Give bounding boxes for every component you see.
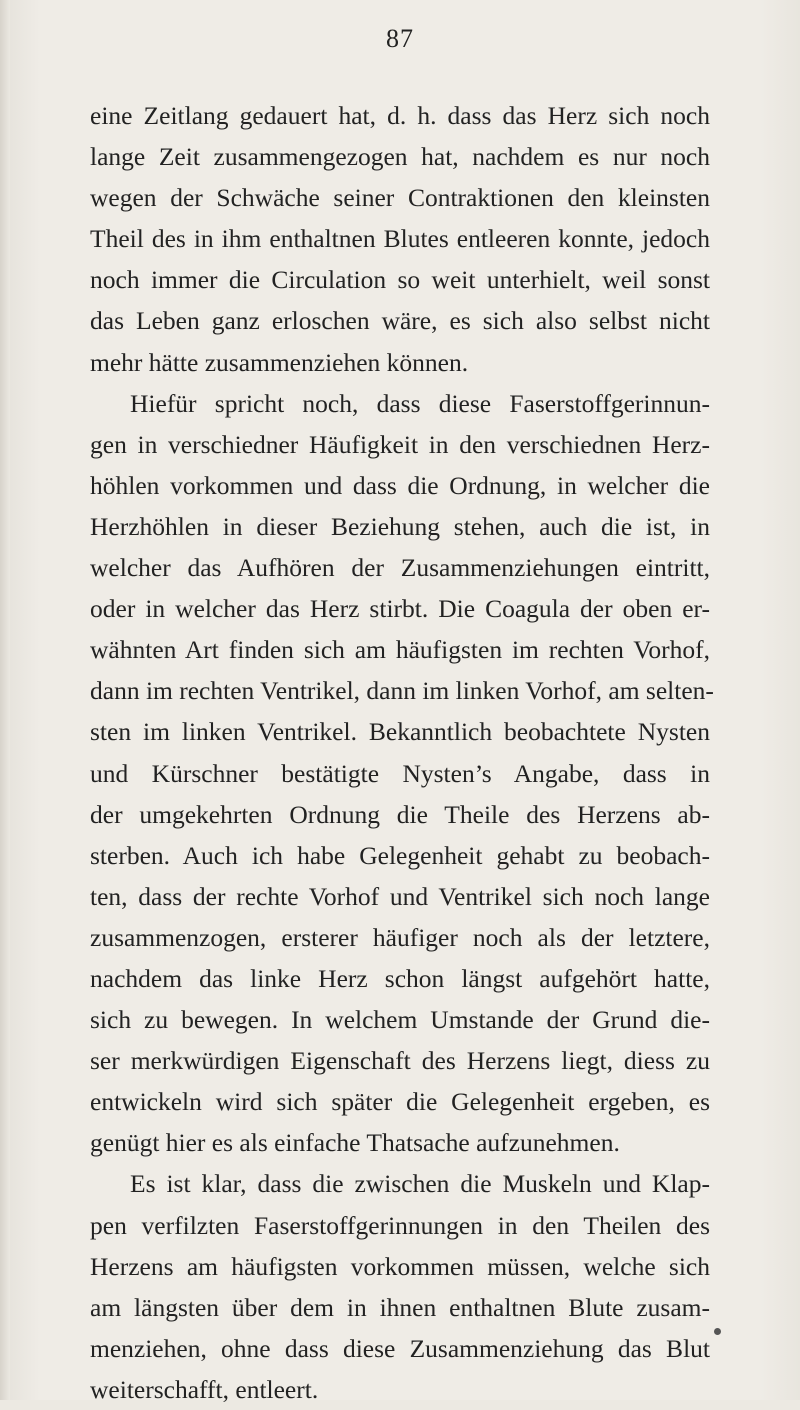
text-line: das Leben ganz erloschen wäre, es sich also selbst nicht — [90, 306, 710, 336]
page-binding-edge — [0, 0, 10, 1400]
paragraph-start-line: Es ist klar, dass die zwischen die Muskeln und Klap- — [130, 1169, 710, 1199]
text-line: ten, dass der rechte Vorhof und Ventrikel sich noch lange — [90, 881, 710, 911]
text-line: genügt hier es als einfache Thatsache aufzunehmen. — [90, 1128, 620, 1158]
text-line: sich zu bewegen. In welchem Umstande der Grund die- — [90, 1005, 710, 1035]
text-line: weiterschafft, entleert. — [90, 1374, 319, 1404]
text-line: Herzens am häufigsten vorkommen müssen, welche sich — [90, 1251, 710, 1281]
text-line: nachdem das linke Herz schon längst aufgehört hatte, — [90, 963, 710, 993]
text-line: höhlen vorkommen und dass die Ordnung, in welcher die — [90, 470, 710, 500]
paragraph-start-line: Hiefür spricht noch, dass diese Faserstoffgerinnun- — [130, 388, 710, 418]
text-line: entwickeln wird sich später die Gelegenheit ergeben, es — [90, 1087, 710, 1117]
text-line: welcher das Aufhören der Zusammenziehungen eintritt, — [90, 553, 710, 583]
text-line: der umgekehrten Ordnung die Theile des Herzens ab- — [90, 799, 710, 829]
text-line: Theil des in ihm enthaltnen Blutes entleeren konnte, jedoch — [90, 224, 710, 254]
text-line: wähnten Art finden sich am häufigsten im rechten Vorhof, — [90, 635, 710, 665]
text-line: noch immer die Circulation so weit unterhielt, weil sonst — [90, 265, 710, 295]
text-line: sten im linken Ventrikel. Bekanntlich beobachtete Nysten — [90, 717, 710, 747]
text-line: zusammenzogen, ersterer häufiger noch als der letztere, — [90, 922, 710, 952]
text-line: Herzhöhlen in dieser Beziehung stehen, auch die ist, in — [90, 511, 710, 541]
body-text — [90, 95, 714, 1410]
text-line: mehr hätte zusammenziehen können. — [90, 347, 469, 377]
text-line: am längsten über dem in ihnen enthaltnen Blute zusam- — [90, 1292, 710, 1322]
text-line: wegen der Schwäche seiner Contraktionen den kleinsten — [90, 183, 710, 213]
text-line: gen in verschiedner Häufigkeit in den verschiednen Herz- — [90, 429, 710, 459]
text-line: und Kürschner bestätigte Nysten’s Angabe, dass in — [90, 758, 710, 788]
text-line: oder in welcher das Herz stirbt. Die Coagula der oben er- — [90, 594, 710, 624]
text-line: ser merkwürdigen Eigenschaft des Herzens liegt, diess zu — [90, 1046, 710, 1076]
text-line: menziehen, ohne dass diese Zusammenziehung das Blut — [90, 1333, 710, 1363]
text-line: dann im rechten Ventrikel, dann im linken Vorhof, am selten- — [90, 676, 714, 706]
page-number: 87 — [386, 24, 414, 53]
text-line: pen verfilzten Faserstoffgerinnungen in den Theilen des — [90, 1210, 710, 1240]
text-line: lange Zeit zusammengezogen hat, nachdem es nur noch — [90, 142, 710, 172]
text-line: sterben. Auch ich habe Gelegenheit gehabt zu beobach- — [90, 840, 710, 870]
print-mark-dot — [714, 1328, 721, 1335]
text-line: eine Zeitlang gedauert hat, d. h. dass das Herz sich noch — [90, 101, 710, 130]
